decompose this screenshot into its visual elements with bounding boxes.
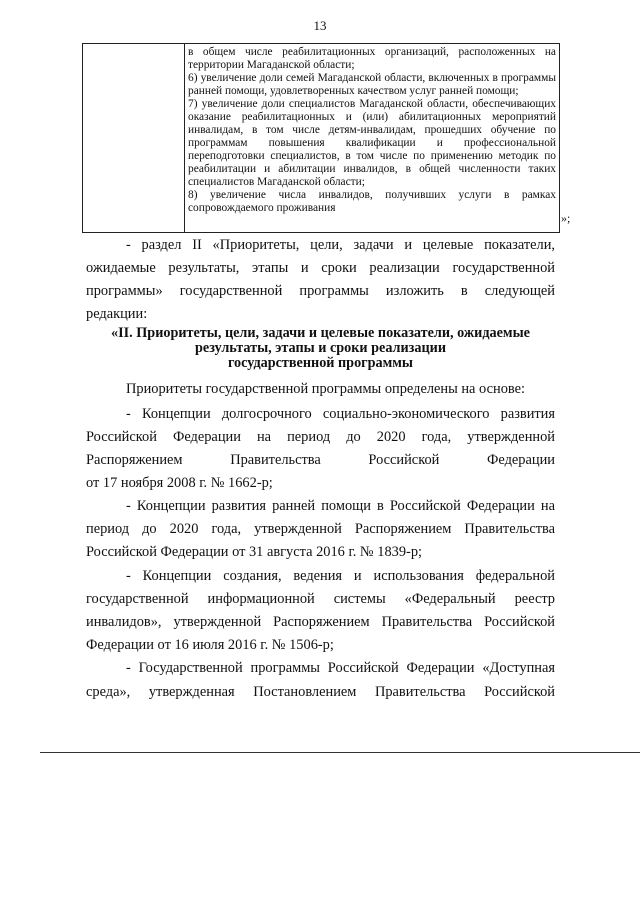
table-closing-mark: »; xyxy=(561,211,571,225)
bottom-rule xyxy=(40,752,640,753)
concept-line: Федерации от 16 июля 2016 г. № 1506-р; xyxy=(86,637,334,653)
intro-paragraph: Приоритеты государственной программы определены на основе: xyxy=(126,381,525,397)
amendment-line: ожидаемые результаты, этапы и сроки реализации государственной xyxy=(86,260,555,276)
table-cell-targets xyxy=(188,46,556,215)
table-column-divider xyxy=(184,44,185,232)
table-item: в общем числе реабилитационных организаций, расположенных на территории Магаданской области; xyxy=(188,46,556,71)
concept-line: Российской Федерации на период до 2020 года, утвержденной xyxy=(86,429,555,445)
table-item: 7) увеличение доли специалистов Магаданской области, обеспечивающих оказание реабилитационных и (или) абилитационных мероприятий инвалидам, в том числе детям-инвалидам, прошедших обучение по программам повышения квалификации и профессиональной переподготовки специалистов, в том числе по применению методик по реабилитации и абилитации инвалидов, в общей численности таких специалистов Магаданской области; xyxy=(188,98,556,188)
program-line: - Государственной программы Российской Федерации «Доступная xyxy=(126,660,555,676)
page-number: 13 xyxy=(313,18,327,33)
amendment-line: - раздел II «Приоритеты, цели, задачи и целевые показатели, xyxy=(126,237,555,253)
table-item: 6) увеличение доли семей Магаданской области, включенных в программы ранней помощи, удовлетворенных качеством услуг ранней помощи; xyxy=(188,72,556,97)
concept-line: - Концепции развития ранней помощи в Российской Федерации на xyxy=(126,498,555,514)
concept-line: Российской Федерации от 31 августа 2016 г. № 1839-р; xyxy=(86,544,423,560)
amendment-line: программы» государственной программы изложить в следующей xyxy=(86,283,555,299)
concept-line: - Концепции создания, ведения и использования федеральной xyxy=(126,568,555,584)
concept-line: Распоряжением Правительства Российской Федерации xyxy=(86,452,555,468)
table-item: 8) увеличение числа инвалидов, получивших услуги в рамках сопровождаемого проживания xyxy=(188,189,556,214)
concept-line: - Концепции долгосрочного социально-экономического развития xyxy=(126,406,555,422)
concept-line: от 17 ноября 2008 г. № 1662-р; xyxy=(86,475,273,491)
concept-line: период до 2020 года, утвержденной Распоряжением Правительства xyxy=(86,521,555,537)
amendment-line: редакции: xyxy=(86,306,148,322)
concept-line: государственной информационной системы «Федеральный реестр xyxy=(86,591,555,607)
program-line: среда», утвержденная Постановлением Правительства Российской xyxy=(86,684,555,700)
section-heading-line: государственной программы xyxy=(227,355,414,371)
targets-table xyxy=(82,43,560,233)
concept-line: инвалидов», утвержденной Распоряжением Правительства Российской xyxy=(86,614,555,630)
section-heading-line: «II. Приоритеты, цели, задачи и целевые показатели, ожидаемые xyxy=(111,325,530,341)
section-heading xyxy=(86,326,555,371)
section-heading-line: результаты, этапы и сроки реализации xyxy=(195,340,446,356)
